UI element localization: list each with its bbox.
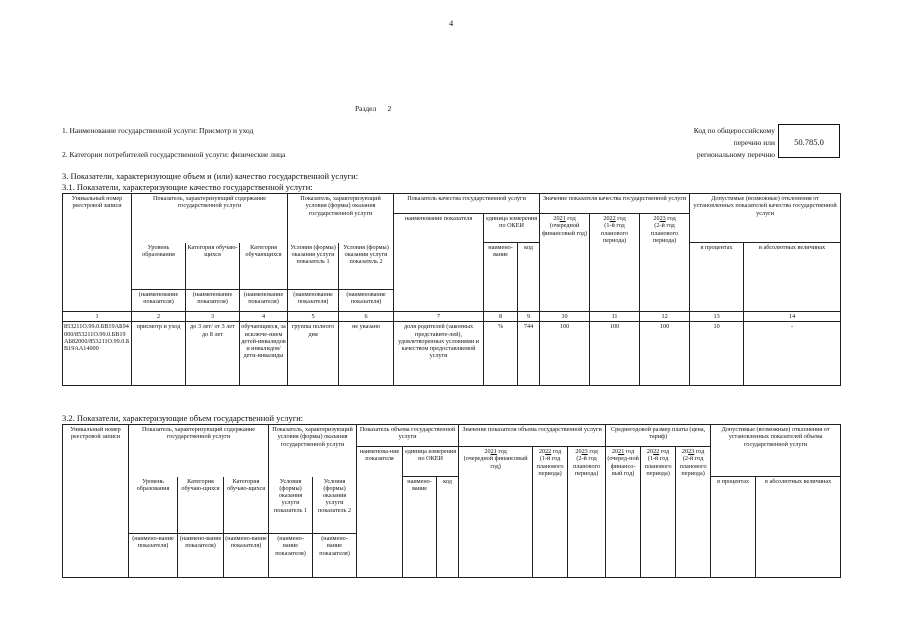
q-h-year1: 2021 год (очередной финансовый год): [540, 214, 590, 312]
indicators-heading: 3. Показатели, характеризующие объем и (или) качество государственной услуги:: [62, 171, 359, 181]
q-sub-level: Уровень образования: [132, 243, 186, 290]
q-num: 7: [394, 312, 484, 322]
q-c14: -: [744, 322, 841, 386]
q-column-numbers: [63, 312, 841, 322]
q-c9: 744: [518, 322, 540, 386]
code-value-box: 50.785.0: [778, 124, 840, 158]
v-h-unit: единица измерения по ОКЕИ: [403, 447, 459, 477]
q-h-unit-name: наимено-вание: [484, 243, 518, 312]
v-subname-1: (наимено-вание показателя): [129, 534, 178, 578]
q-c7: доля родителей (законных представите-лей), удовлетворенных условиями и качеством предоставляемой услуги: [394, 322, 484, 386]
q-c3: до 3 лет/ от 3 лет до 8 лет: [186, 322, 240, 386]
v-h-volume: Показатель объема государственной услуги: [357, 425, 459, 447]
q-sub-category2: Категория обучающихся: [240, 243, 288, 290]
v-sub-condition2: Условия (формы) оказания услуги показатель 2: [313, 477, 357, 534]
section-number: 2: [387, 104, 392, 113]
q-num: 1: [63, 312, 132, 322]
q-h-deviations: Допустимые (возможные) отклонения от установленных показателей качества государственной услуги: [690, 194, 841, 243]
q-num: 10: [540, 312, 590, 322]
q-subname-1: (наименование показателя): [132, 290, 186, 312]
consumer-category: 2. Категории потребителей государственной услуги: физические лица: [62, 150, 286, 159]
p-h-year3: 2023 год (2-й год планового периода): [676, 447, 711, 578]
q-h-quality: Показатель качества государственной услуги: [394, 194, 540, 214]
v-subname-2: (наимено-вание показателя): [178, 534, 224, 578]
v-h-year3: 2023 год (2-й год планового периода): [568, 447, 606, 578]
q-h-percent: в процентах: [690, 243, 744, 312]
q-h-year3: 2023 год (2-й год планового периода): [640, 214, 690, 312]
q-num: 6: [339, 312, 394, 322]
volume-heading: 3.2. Показатели, характеризующие объем государственной услуги:: [62, 413, 304, 423]
volume-table: [62, 424, 841, 578]
q-h-conditions: Показатель, характеризующий условия (формы) оказания государственной услуги: [288, 194, 394, 243]
q-h-year2: 2022 год (1-й год планового периода): [590, 214, 640, 312]
v-h-name: наименова-ние показателя: [357, 447, 403, 578]
p-h-year2: 2022 год (1-й год планового периода): [641, 447, 676, 578]
q-registry-value: 853211О.99.0.БВ19АБ94000/853211О.99.0.БВ19АБ82000/853211О.99.0.БВ19АА14000: [63, 322, 132, 386]
q-c6: не указано: [339, 322, 394, 386]
q-h-unit: единица измерения по ОКЕИ: [484, 214, 540, 243]
q-num: 13: [690, 312, 744, 322]
v-subname-5: (наимено-вание показателя): [313, 534, 357, 578]
v-h-registry: Уникальный номер реестровой записи: [63, 425, 129, 578]
q-sub-condition1: Условия (формы) оказания услуги показатель 1: [288, 243, 339, 290]
v-h-unit-name: наимено-вание: [403, 477, 437, 578]
v-sub-category1: Категория обучаю-щихся: [178, 477, 224, 534]
v-sub-category2: Категория обучаю-щихся: [224, 477, 269, 534]
v-h-year1: 2021 год (очередной финансовый год): [459, 447, 533, 578]
q-h-registry: Уникальный номер реестровой записи: [63, 194, 132, 312]
quality-table: [62, 193, 841, 386]
v-subname-3: (наимено-вание показателя): [224, 534, 269, 578]
q-c12: 100: [640, 322, 690, 386]
q-num: 8: [484, 312, 518, 322]
v-subname-4: (наимено-вание показателя): [269, 534, 313, 578]
q-c5: группы полного дня: [288, 322, 339, 386]
q-num: 11: [590, 312, 640, 322]
q-num: 14: [744, 312, 841, 322]
q-h-name: наименование показателя: [394, 214, 484, 312]
v-sub-level: Уровень образования: [129, 477, 178, 534]
q-h-absolute: в абсолютных величинах: [744, 243, 841, 312]
v-h-deviations: Допустимые (возможные) отклонения от установленных показателей объема государственной услуги: [711, 425, 841, 477]
q-num: 3: [186, 312, 240, 322]
q-num: 12: [640, 312, 690, 322]
v-h-absolute: в абсолютных величинах: [756, 477, 841, 578]
section-label: Раздел: [355, 104, 377, 113]
q-c11: 100: [590, 322, 640, 386]
section-title: [355, 104, 391, 113]
q-sub-category1: Категория обучаю-щихся: [186, 243, 240, 290]
q-subname-2: (наименование показателя): [186, 290, 240, 312]
q-c4: обучающиеся, за исключе-нием детей-инвалидов и инвалидов/дети-инвалиды: [240, 322, 288, 386]
q-c10: 100: [540, 322, 590, 386]
q-num: 9: [518, 312, 540, 322]
p-h-year1: 2021 год (очеред-ной финансо-вый год): [606, 447, 641, 578]
code-label: Код по общероссийскому перечню или региональному перечню: [693, 126, 775, 159]
v-h-unit-code: код: [437, 477, 459, 578]
v-h-price: Среднегодовой размер платы (цена, тариф): [606, 425, 711, 447]
q-num: 2: [132, 312, 186, 322]
v-h-year2: 2022 год (1-й год планового периода): [533, 447, 568, 578]
service-name: 1. Наименование государственной услуги: Присмотр и уход: [62, 126, 254, 135]
q-subname-5: (наименование показателя): [339, 290, 394, 312]
q-num: 4: [240, 312, 288, 322]
q-c8: %: [484, 322, 518, 386]
q-sub-condition2: Условия (формы) оказания услуги показатель 2: [339, 243, 394, 290]
quality-heading: 3.1. Показатели, характеризующие качество государственной услуги:: [62, 182, 313, 192]
q-subname-3: (наименование показателя): [240, 290, 288, 312]
q-h-values: Значение показателя качества государственной услуги: [540, 194, 690, 214]
q-c2: присмотр и уход: [132, 322, 186, 386]
q-h-content: Показатель, характеризующий содержание государственной услуги: [132, 194, 288, 243]
q-num: 5: [288, 312, 339, 322]
page-number: 4: [449, 18, 454, 28]
v-h-content: Показатель, характеризующий содержание государственной услуги: [129, 425, 269, 477]
q-h-unit-code: код: [518, 243, 540, 312]
v-h-conditions: Показатель, характеризующий условия (формы) оказания государственной услуги: [269, 425, 357, 477]
q-subname-4: (наименование показателя): [288, 290, 339, 312]
q-c13: 10: [690, 322, 744, 386]
v-h-values: Значение показателя объема государственной услуги: [459, 425, 606, 447]
v-h-percent: в процентах: [711, 477, 756, 578]
q-data-row: [63, 322, 841, 386]
v-sub-condition1: Условия (формы) оказания услуги показатель 1: [269, 477, 313, 534]
